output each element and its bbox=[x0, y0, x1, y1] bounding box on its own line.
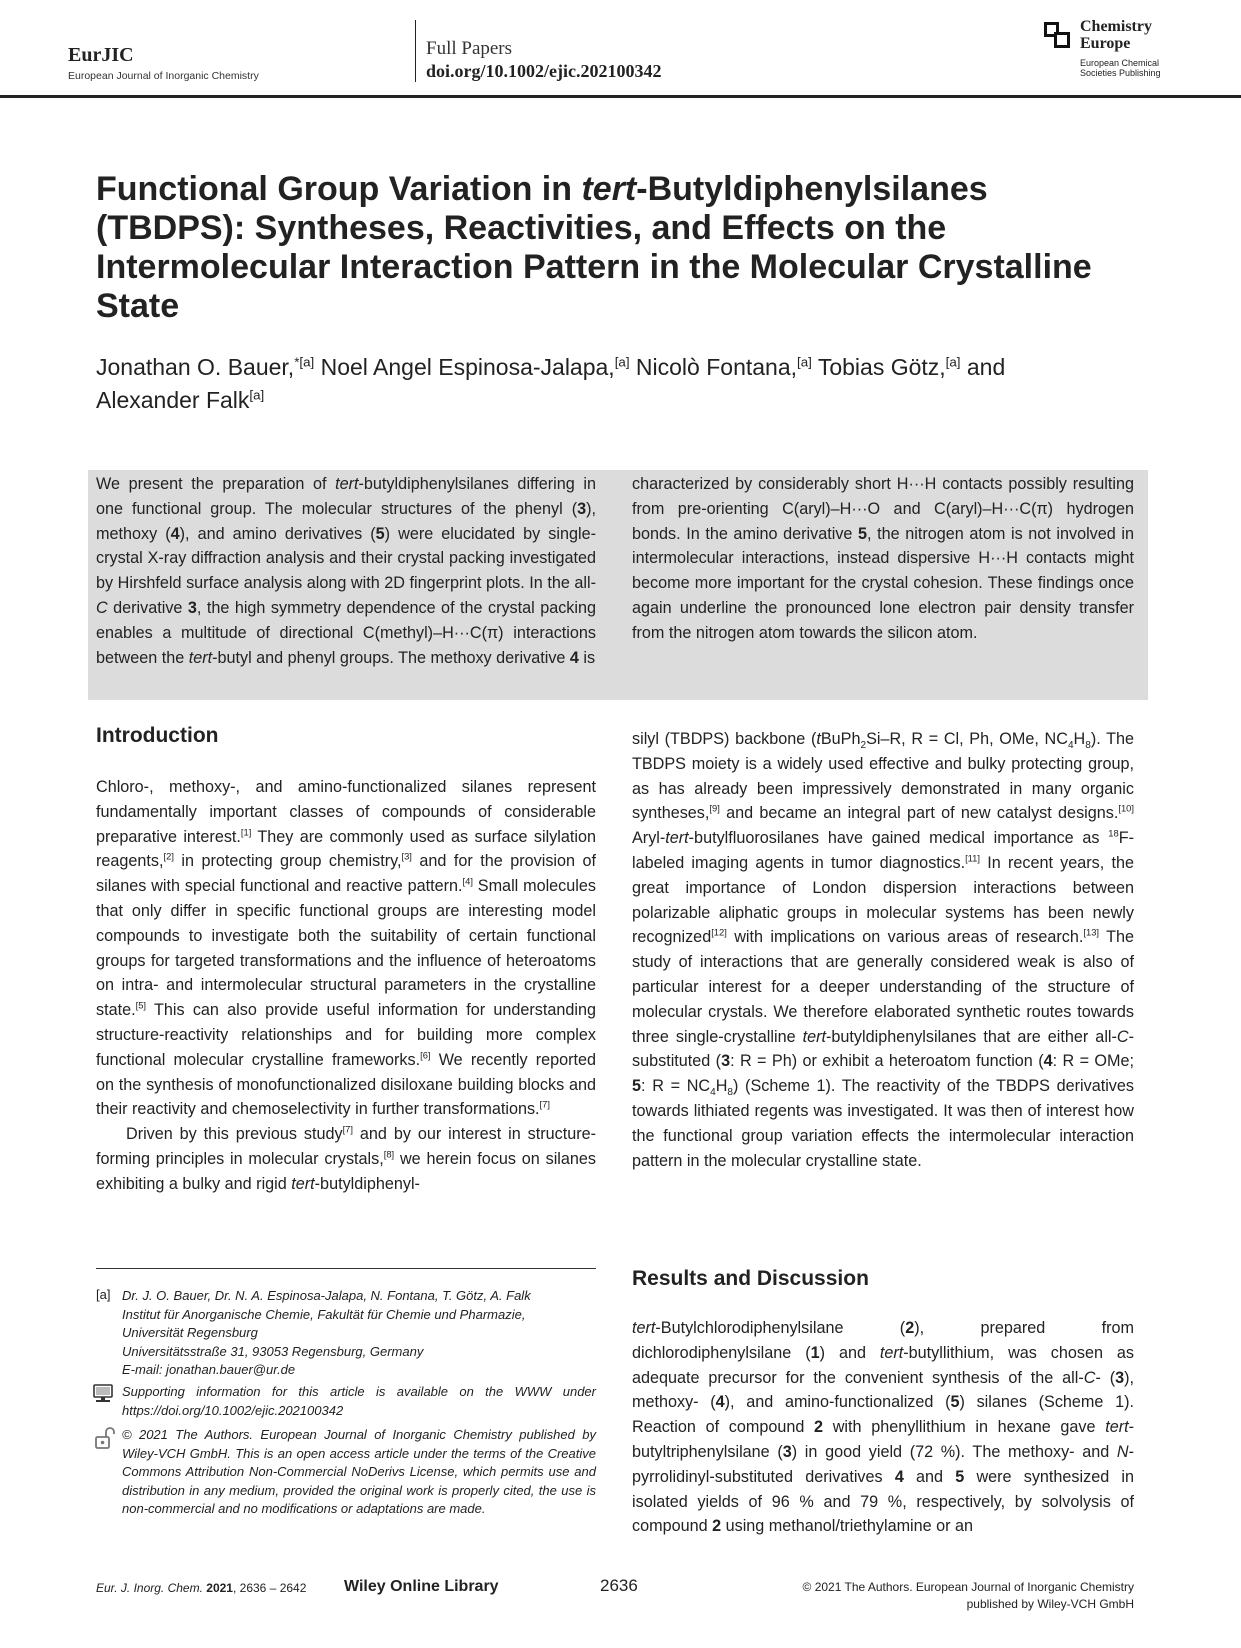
text-run: 4 bbox=[894, 1467, 904, 1486]
text-run: is bbox=[578, 648, 596, 667]
open-access-license-note: © 2021 The Authors. European Journal of Inorganic Chemistry published by Wiley-VCH GmbH. This is an open access article under the terms of the Creative Commons Attribution Non-Commercial NoDerivs License, which permits use and distribution in any medium, provided the original work is properly cited, the use is non-commercial and no modifications or adaptations are made. bbox=[122, 1427, 596, 1516]
text-run: 5 bbox=[858, 524, 868, 543]
publisher-name-line1: Chemistry bbox=[1080, 18, 1152, 35]
affiliation-address: Universitätsstraße 31, 93053 Regensburg, Germany bbox=[122, 1343, 424, 1359]
publisher-subtitle-line2: Societies Publishing bbox=[1080, 68, 1161, 78]
text-run: [3] bbox=[401, 851, 412, 862]
text-run: tert bbox=[879, 1343, 904, 1362]
paragraph bbox=[632, 1316, 1134, 1539]
text-run: Driven by this previous study bbox=[126, 1125, 343, 1144]
paragraph bbox=[632, 727, 1134, 1173]
author-name: Jonathan O. Bauer, bbox=[96, 354, 295, 380]
text-run: tert bbox=[335, 475, 359, 493]
text-run: and for the provision of silanes with special functional and reactive pattern. bbox=[96, 852, 596, 896]
text-run: -butyldiphenylsilanes that are either all- bbox=[826, 1027, 1117, 1046]
author-list bbox=[96, 351, 1136, 417]
text-run: Small molecules that only differ in specific functional groups are interesting model compounds to investigate both the suitability of certain functional groups for targeted transformations and the influence of heteroatoms on intra- and intermolecular structural parameters in the crystalline state. bbox=[96, 877, 596, 1020]
text-run: 4 bbox=[1067, 740, 1074, 752]
text-run: in protecting group chemistry, bbox=[173, 852, 402, 871]
author-conjunction: and bbox=[966, 354, 1006, 380]
affiliation-authors: Dr. J. O. Bauer, Dr. N. A. Espinosa-Jalapa, N. Fontana, T. Götz, A. Falk bbox=[122, 1288, 531, 1303]
text-run: 5 bbox=[375, 524, 385, 543]
author-affiliation-mark: [a] bbox=[249, 387, 265, 403]
citation-journal: Eur. J. Inorg. Chem. bbox=[96, 1581, 203, 1595]
text-run: -butyltriphenylsilane ( bbox=[632, 1418, 1134, 1461]
text-run: with phenyllithium in hexane gave bbox=[823, 1418, 1106, 1437]
text-run: We present the preparation of bbox=[96, 475, 336, 493]
text-run: and by our interest in structure-forming principles in molecular crystals, bbox=[96, 1125, 597, 1168]
text-run: 1 bbox=[810, 1343, 820, 1362]
citation-year: 2021 bbox=[206, 1581, 233, 1595]
text-run: 8 bbox=[1085, 740, 1091, 752]
results-text bbox=[632, 1316, 1134, 1539]
text-run: 5 bbox=[950, 1393, 960, 1412]
text-run: we herein focus on silanes exhibiting a bulky and rigid bbox=[96, 1149, 596, 1193]
text-run: 5 bbox=[955, 1467, 965, 1486]
text-run: derivative bbox=[107, 598, 188, 617]
text-run: 2 bbox=[814, 1418, 824, 1437]
text-run: [13] bbox=[1083, 926, 1100, 938]
text-run: H bbox=[1073, 730, 1086, 748]
author-affiliation-mark: [a] bbox=[797, 354, 812, 370]
footer-copyright-line2: published by Wiley-VCH GmbH bbox=[966, 1597, 1134, 1611]
text-run: The study of interactions that are generally considered weak is also of particular interest for a deeper understanding of the structure of molecular crystals. We therefore elaborated synthetic routes towards three single-crystalline bbox=[632, 928, 1134, 1046]
text-run: [10] bbox=[1118, 803, 1134, 814]
title-part: -Butyldiphenylsilanes (TBDPS): Syntheses, Reactivities, and Effects on the Intermolecular Interaction Pattern in the Molecular Crystalline State bbox=[96, 170, 1092, 325]
text-run: -pyrrolidinyl-substituted derivatives bbox=[632, 1442, 1134, 1486]
computer-monitor-icon bbox=[92, 1384, 114, 1404]
text-run: Si–R, R = Cl, Ph, OMe, NC bbox=[866, 730, 1068, 748]
text-run: tert bbox=[291, 1174, 315, 1193]
header-rule bbox=[0, 95, 1241, 98]
text-run: 3 bbox=[577, 499, 587, 518]
text-run: This can also provide useful information for understanding structure-reactivity relationships and for building more complex functional molecular crystalline frameworks. bbox=[96, 1001, 596, 1069]
affiliation-email[interactable]: E-mail: jonathan.bauer@ur.de bbox=[122, 1362, 296, 1377]
article-type: Full Papers bbox=[426, 38, 513, 59]
text-run: BuPh bbox=[820, 730, 861, 748]
text-run: [6] bbox=[420, 1049, 431, 1061]
text-run: [1] bbox=[240, 826, 252, 838]
text-run: H bbox=[715, 1077, 728, 1096]
text-run: ), methoxy- ( bbox=[632, 1368, 1135, 1412]
text-run: 3 bbox=[1115, 1368, 1125, 1387]
text-run: -Butylchlorodiphenylsilane ( bbox=[655, 1319, 906, 1337]
text-run: 4 bbox=[569, 648, 579, 667]
text-run: 8 bbox=[727, 1087, 733, 1099]
page-number: 2636 bbox=[600, 1576, 638, 1595]
text-run: using methanol/triethylamine or an bbox=[721, 1517, 974, 1536]
text-run: , the high symmetry dependence of the crystal packing enables a multitude of directional C(methyl)–H···C(π) interactions between the bbox=[96, 598, 596, 667]
footer-copyright-line1: © 2021 The Authors. European Journal of Inorganic Chemistry bbox=[802, 1580, 1134, 1594]
text-run: 3 bbox=[782, 1442, 792, 1461]
section-heading-results: Results and Discussion bbox=[632, 1267, 869, 1290]
text-run: tert bbox=[665, 829, 689, 848]
text-run: [2] bbox=[163, 851, 174, 862]
text-run: -butylfluorosilanes have gained medical importance as bbox=[688, 829, 1109, 848]
text-run: We recently reported on the synthesis of monofunctionalized disiloxane building blocks and their reactivity and chemoselectivity in further transformations. bbox=[96, 1050, 596, 1119]
text-run: 2 bbox=[712, 1517, 722, 1536]
chemistry-europe-logo-icon bbox=[1042, 20, 1072, 50]
text-run: C bbox=[1116, 1027, 1129, 1046]
text-run: 4 bbox=[1043, 1052, 1053, 1071]
text-run: tert bbox=[1105, 1418, 1129, 1437]
abstract-column-right bbox=[632, 472, 1134, 646]
affiliation-footnote bbox=[122, 1287, 596, 1380]
text-run: : R = OMe; bbox=[1052, 1052, 1134, 1071]
author-affiliation-mark: [a] bbox=[945, 354, 961, 370]
wiley-online-library-link[interactable]: Wiley Online Library bbox=[344, 1578, 499, 1595]
text-run: -butyllithium, was chosen as adequate precursor for the convenient synthesis of the all- bbox=[632, 1343, 1135, 1387]
text-run: and became an integral part of new catalyst designs. bbox=[719, 804, 1119, 823]
article-title bbox=[96, 170, 1136, 326]
text-run: 2 bbox=[905, 1319, 915, 1337]
text-run: [11] bbox=[965, 852, 981, 864]
paragraph bbox=[96, 775, 596, 1122]
publisher-subtitle-line1: European Chemical bbox=[1080, 58, 1160, 68]
text-run: N bbox=[1116, 1442, 1129, 1461]
text-run: -butyldiphenyl- bbox=[314, 1174, 420, 1193]
footnote-rule bbox=[96, 1268, 596, 1269]
text-run: Chloro-, methoxy-, and amino-functionalized silanes represent fundamentally important classes of compounds of considerable preparative interest. bbox=[96, 778, 596, 846]
text-run: 3 bbox=[721, 1052, 731, 1071]
text-run: , the nitrogen atom is not involved in intermolecular interactions, instead dispersive H···H contacts might become more important for the crystal cohesion. These findings once again underline the pronounced lone electron pair density transfer from the nitrogen atom towards the silicon atom. bbox=[632, 524, 1134, 642]
publisher-name-line2: Europe bbox=[1080, 35, 1131, 52]
text-run: tert bbox=[802, 1027, 827, 1046]
text-run: [9] bbox=[709, 803, 720, 814]
text-run: were synthesized in isolated yields of 96 % and 79 %, respectively, by solvolysis of compound bbox=[632, 1467, 1134, 1536]
text-run: They are commonly used as surface silylation reagents, bbox=[96, 827, 596, 871]
author-affiliation-mark: *[a] bbox=[294, 354, 315, 370]
text-run: C bbox=[96, 598, 108, 617]
text-run: with implications on various areas of research. bbox=[726, 928, 1084, 947]
text-run: In recent years, the great importance of London dispersion interactions between polarizable aliphatic groups in molecular systems has been newly recognized bbox=[632, 853, 1134, 947]
text-run: F-labeled imaging agents in tumor diagnostics. bbox=[632, 829, 1134, 872]
affiliation-university: Universität Regensburg bbox=[122, 1325, 258, 1340]
text-run: ). The TBDPS moiety is a widely used effective and bulky protecting group, as has already been impressively demonstrated in many organic syntheses, bbox=[632, 730, 1134, 823]
header-divider bbox=[415, 20, 416, 82]
text-run: ) in good yield (72 %). The methoxy- and bbox=[791, 1442, 1117, 1461]
author-name: Nicolò Fontana, bbox=[635, 354, 798, 380]
title-italic-part: tert bbox=[581, 170, 637, 208]
text-run: t bbox=[816, 730, 821, 748]
text-run: ), methoxy ( bbox=[96, 499, 596, 543]
author-name: Tobias Götz, bbox=[817, 354, 946, 380]
text-run: 5 bbox=[632, 1077, 642, 1096]
text-run: 2 bbox=[860, 740, 867, 752]
text-run: -butyl and phenyl groups. The methoxy derivative bbox=[212, 648, 570, 667]
text-run: characterized by considerably short H···H contacts possibly resulting from pre-orienting C(aryl)–H···O and C(aryl)–H···C(π) hydrogen bonds. In the amino derivative bbox=[632, 475, 1134, 543]
title-part: Functional Group Variation in bbox=[96, 170, 582, 208]
text-run: ) silanes (Scheme 1). Reaction of compound bbox=[632, 1393, 1134, 1437]
journal-abbreviation: EurJIC bbox=[68, 44, 134, 66]
text-run: [8] bbox=[383, 1148, 395, 1160]
text-run: [7] bbox=[342, 1123, 354, 1135]
text-run: [7] bbox=[539, 1098, 550, 1110]
text-run: 18 bbox=[1108, 827, 1119, 839]
text-run: tert bbox=[188, 648, 213, 667]
text-run: 4 bbox=[710, 1087, 716, 1099]
footer-citation bbox=[96, 1581, 306, 1595]
text-run: ) (Scheme 1). The reactivity of the TBDPS derivatives towards lithiated regents was investigated. It was then of interest how the functional group variation effects the intermolecular interaction pattern in the molecular crystalline state. bbox=[632, 1077, 1135, 1170]
citation-pages: , 2636 – 2642 bbox=[232, 1581, 307, 1595]
text-run: tert bbox=[632, 1319, 656, 1337]
text-run: and bbox=[903, 1467, 956, 1486]
text-run: silyl (TBDPS) backbone ( bbox=[632, 730, 817, 748]
supporting-information-note: Supporting information for this article is available on the WWW under https://doi.org/10.1002/ejic.202100342 bbox=[122, 1384, 596, 1418]
text-run: ), and amino-functionalized ( bbox=[724, 1393, 951, 1412]
text-run: -substituted ( bbox=[632, 1027, 1134, 1071]
text-run: 4 bbox=[170, 524, 180, 543]
text-run: ), prepared from dichlorodiphenylsilane ( bbox=[632, 1319, 1134, 1362]
text-run: Aryl- bbox=[632, 829, 666, 848]
doi-link[interactable]: doi.org/10.1002/ejic.202100342 bbox=[426, 61, 662, 81]
text-run: C bbox=[1083, 1368, 1096, 1387]
text-run: [5] bbox=[135, 999, 147, 1011]
text-run: ) were elucidated by single-crystal X-ray diffraction analysis and their crystal packing investigated by Hirshfeld surface analysis along with 2D fingerprint plots. In the all- bbox=[96, 524, 596, 593]
section-heading-introduction: Introduction bbox=[96, 724, 219, 747]
journal-full-name: European Journal of Inorganic Chemistry bbox=[68, 70, 259, 82]
text-run: - ( bbox=[1095, 1368, 1116, 1387]
text-run: : R = Ph) or exhibit a heteroatom function ( bbox=[730, 1052, 1044, 1071]
text-run: ), and amino derivatives ( bbox=[179, 524, 376, 543]
affiliation-institute: Institut für Anorganische Chemie, Fakultät für Chemie und Pharmazie, bbox=[122, 1306, 526, 1322]
affiliation-label: [a] bbox=[96, 1287, 111, 1302]
text-run: [4] bbox=[462, 875, 473, 887]
text-run: [12] bbox=[711, 926, 727, 938]
abstract-column-left bbox=[96, 472, 596, 670]
text-run: : R = NC bbox=[641, 1077, 711, 1096]
text-run: 3 bbox=[187, 598, 197, 617]
open-lock-icon bbox=[93, 1426, 115, 1450]
introduction-text bbox=[96, 775, 596, 1197]
paragraph bbox=[96, 1122, 596, 1196]
introduction-text-continued bbox=[632, 727, 1134, 1173]
text-run: 4 bbox=[715, 1393, 725, 1412]
author-affiliation-mark: [a] bbox=[614, 354, 630, 370]
author-name: Alexander Falk bbox=[96, 387, 250, 413]
text-run: -butyldiphenylsilanes differing in one functional group. The molecular structures of the phenyl ( bbox=[96, 475, 596, 518]
author-name: Noel Angel Espinosa-Jalapa, bbox=[320, 354, 615, 380]
text-run: ) and bbox=[819, 1343, 880, 1362]
